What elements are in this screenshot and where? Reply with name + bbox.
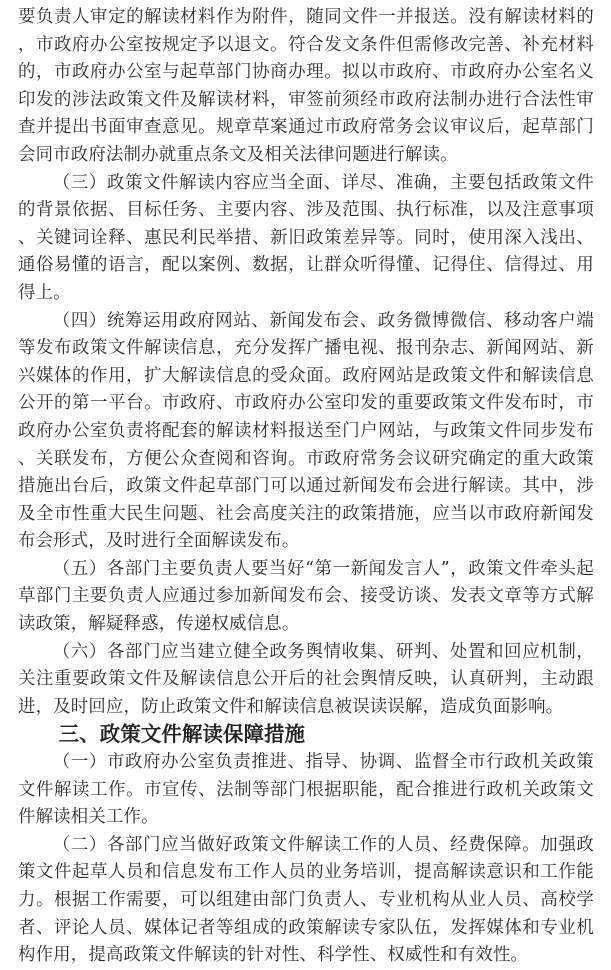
section-heading: 三、政策文件解读保障措施 bbox=[58, 722, 306, 747]
section-paragraph-2: （二）各部门应当做好政策文件解读工作的人员、经费保障。加强政策文件起草人员和信息发布工作人员的业务培训，提高解读意识和工作能力。根据工作需要，可以组建由部门负责人、专业机构从业人员、高校学者、评论人员、媒体记者等组成的政策解读专家队伍，发挥媒体和专业机构作用，提高政策文件解读的针对性、科学性、权威性和有效性。 bbox=[18, 834, 594, 966]
paragraph-continuation: 要负责人审定的解读材料作为附件，随同文件一并报送。没有解读材料的，市政府办公室按规定予以退文。符合发文条件但需修改完善、补充材料的，市政府办公室与起草部门协商办理。拟以市政府、市政府办公室名义印发的涉法政策文件及解读材料，审签前须经市政府法制办进行合法性审查并提出书面审查意见。规章草案通过市政府常务会议审议后，起草部门会同市政府法制办就重点条文及相关法律问题进行解读。 bbox=[18, 7, 594, 165]
paragraph-item-4: （四）统筹运用政府网站、新闻发布会、政务微博微信、移动客户端等发布政策文件解读信息，充分发挥广播电视、报刊杂志、新闻网站、新兴媒体的作用，扩大解读信息的受众面。政府网站是政策文件和解读信息公开的第一平台。市政府、市政府办公室印发的重要政策文件发布时，市政府办公室负责将配套的解读材料报送至门户网站，与政策文件同步发布、关联发布，方便公众查阅和咨询。市政府常务会议研究确定的重大政策措施出台后，政策文件起草部门可以通过新闻发布会进行解读。其中，涉及全市性重大民生问题、社会高度关注的政策措施，应当以市政府新闻发布会形式，及时进行全面解读发布。 bbox=[18, 310, 594, 552]
section-paragraph-1: （一）市政府办公室负责推进、指导、协调、监督全市行政机关政策文件解读工作。市宣传、法制等部门根据职能，配合推进行政机关政策文件解读相关工作。 bbox=[18, 752, 594, 828]
paragraph-item-3: （三）政策文件解读内容应当全面、详尽、准确，主要包括政策文件的背景依据、目标任务、主要内容、涉及范围、执行标准，以及注意事项、关键词诠释、惠民利民举措、新旧政策差异等。同时，使用深入浅出、通俗易懂的语言，配以案例、数据，让群众听得懂、记得住、信得过、用得上。 bbox=[18, 172, 594, 303]
document-body bbox=[18, 4, 594, 970]
paragraph-item-5: （五）各部门主要负责人要当好“第一新闻发言人”，政策文件牵头起草部门主要负责人应通过参加新闻发布会、接受访谈、发表文章等方式解读政策，解疑释惑，传递权威信息。 bbox=[18, 558, 594, 635]
paragraph-item-6: （六）各部门应当建立健全政务舆情收集、研判、处置和回应机制，关注重要政策文件及解读信息公开后的社会舆情反映，认真研判，主动跟进，及时回应，防止政策文件和解读信息被误读误解，造成负面影响。 bbox=[18, 641, 594, 717]
